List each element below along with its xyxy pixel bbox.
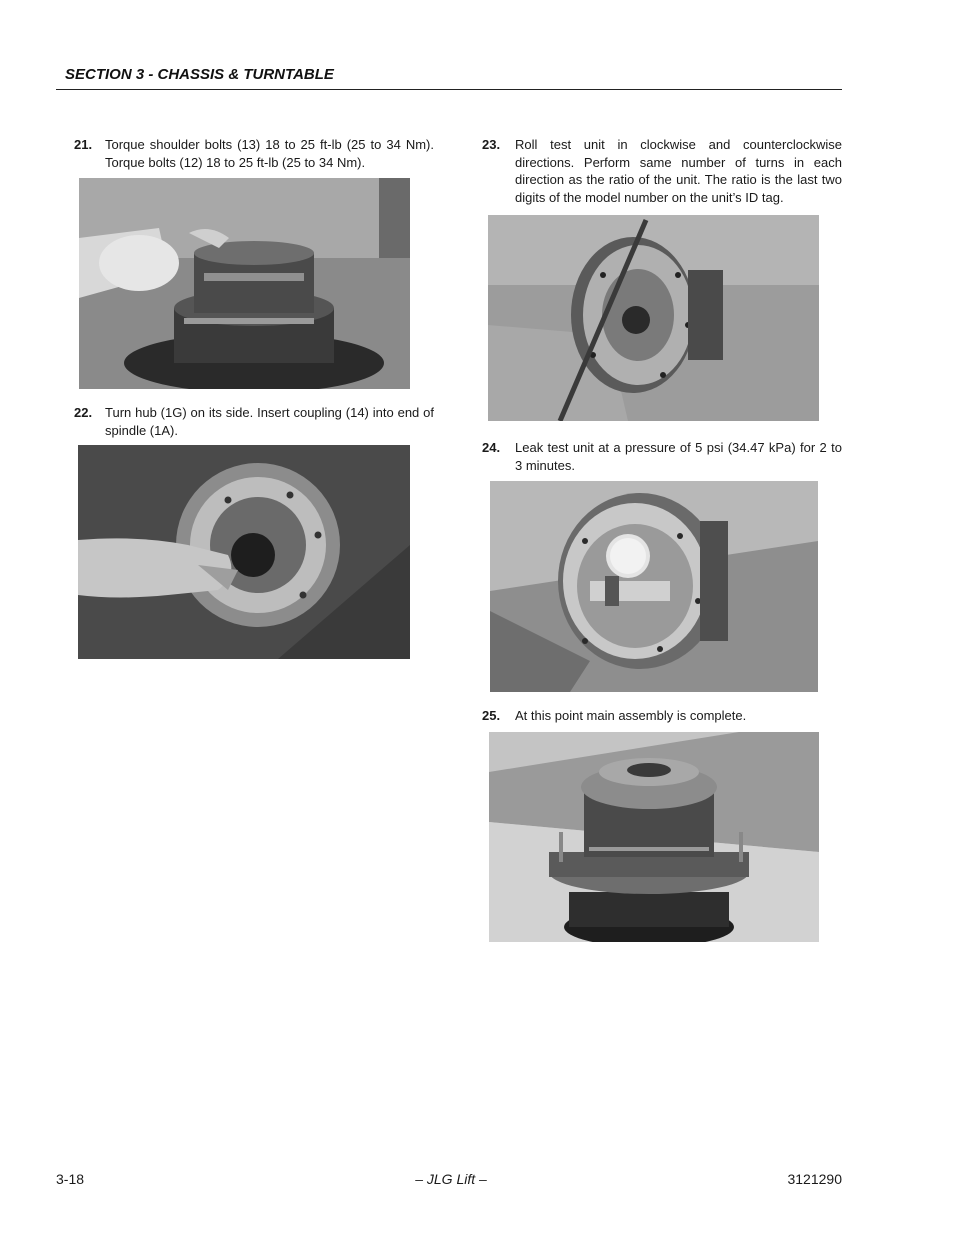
page-number: 3-18 [56, 1171, 85, 1187]
step-23 [482, 136, 842, 208]
step-number: 24. [482, 440, 501, 455]
step-number: 22. [74, 405, 93, 420]
step-21 [74, 136, 434, 176]
step-number: 21. [74, 137, 93, 152]
document-number: 3121290 [787, 1171, 842, 1187]
step-text: Leak test unit at a pressure of 5 psi (34.47 kPa) for 2 to 3 minutes. [515, 440, 842, 473]
photo-step-22-inserting-coupling [78, 445, 410, 659]
step-number: 25. [482, 708, 501, 723]
photo-step-24-leak-test [490, 481, 818, 692]
step-text: Turn hub (1G) on its side. Insert coupling (14) into end of spindle (1A). [105, 405, 434, 438]
section-title: SECTION 3 - CHASSIS & TURNTABLE [65, 66, 334, 83]
step-text: Roll test unit in clockwise and counterclockwise directions. Perform same number of turns in each direction as the ratio of the unit. The ratio is the last two digits of the model number on the unit’s ID tag. [515, 137, 842, 205]
step-22 [74, 404, 434, 444]
photo-step-21-torquing-bolts [79, 178, 410, 389]
section-header [56, 64, 842, 90]
footer-center-text: – JLG Lift – [415, 1171, 487, 1187]
step-24 [482, 439, 842, 479]
photo-step-23-roll-test [488, 215, 819, 421]
step-text: At this point main assembly is complete. [515, 708, 747, 723]
step-text: Torque shoulder bolts (13) 18 to 25 ft-lb (25 to 34 Nm). Torque bolts (12) 18 to 25 ft-lb (25 to 34 Nm). [105, 137, 434, 170]
step-number: 23. [482, 137, 501, 152]
step-25 [482, 707, 842, 727]
photo-step-25-completed-assembly [489, 732, 819, 942]
